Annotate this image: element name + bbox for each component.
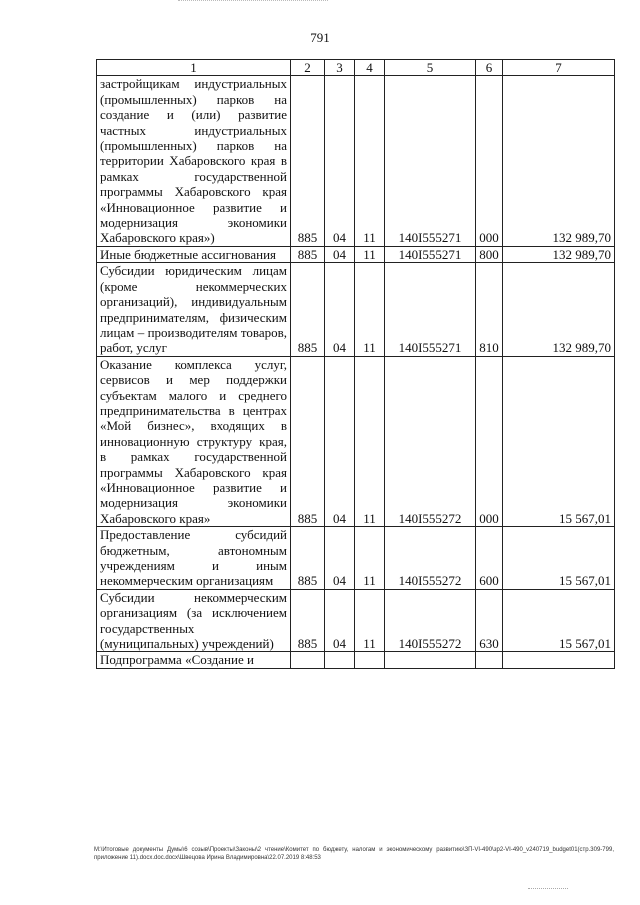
table-row <box>97 527 615 590</box>
row-section: 04 <box>325 589 355 652</box>
row-subsection: 11 <box>355 589 385 652</box>
row-amount <box>503 652 615 668</box>
row-name: Субсидии юридическим лицам (кроме некоммерческих организаций), индивидуальным предпринимателям, физическим лицам – производителям товаров, работ, услуг <box>97 263 291 356</box>
header-col-5: 5 <box>385 60 476 76</box>
table-row <box>97 263 615 356</box>
row-ministry-code: 885 <box>291 527 325 590</box>
table-header-row <box>97 60 615 76</box>
table-row <box>97 652 615 668</box>
row-expense-type: 630 <box>476 589 503 652</box>
row-expense-type: 000 <box>476 356 503 526</box>
row-expense-type <box>476 652 503 668</box>
row-amount: 15 567,01 <box>503 527 615 590</box>
row-expense-type: 810 <box>476 263 503 356</box>
footer-file-path: M:\Итоговые документы Думы\6 созыв\Проекты\Законы\2 чтение\Комитет по бюджету, налогам и экономическому развитию\ЗП-VI-490\зр2-VI-490_v240719_budget01(стр.309-799, приложение 11).docx.doc.docx\Швецова Ирина Владимировна\22.07.2019 8:48:53 <box>94 847 614 861</box>
row-target-article: 140I555271 <box>385 246 476 262</box>
row-subsection: 11 <box>355 356 385 526</box>
header-col-4: 4 <box>355 60 385 76</box>
row-name: Подпрограмма «Создание и <box>97 652 291 668</box>
row-amount: 15 567,01 <box>503 589 615 652</box>
row-section: 04 <box>325 246 355 262</box>
row-ministry-code <box>291 652 325 668</box>
budget-table <box>96 59 615 669</box>
row-expense-type: 600 <box>476 527 503 590</box>
row-target-article <box>385 652 476 668</box>
row-ministry-code: 885 <box>291 263 325 356</box>
header-col-1: 1 <box>97 60 291 76</box>
row-target-article: 140I555272 <box>385 356 476 526</box>
row-amount: 132 989,70 <box>503 76 615 246</box>
row-name: Субсидии некоммерческим организациям (за исключением государственных (муниципальных) учреждений) <box>97 589 291 652</box>
row-target-article: 140I555272 <box>385 589 476 652</box>
table-row <box>97 246 615 262</box>
row-subsection: 11 <box>355 527 385 590</box>
row-subsection: 11 <box>355 76 385 246</box>
row-subsection <box>355 652 385 668</box>
row-name: Оказание комплекса услуг, сервисов и мер поддержки субъектам малого и среднего предпринимательства в центрах «Мой бизнес», входящих в инновационную структуру края, в рамках государственной программы Хабаровского края «Инновационное развитие и модернизация экономики Хабаровского края» <box>97 356 291 526</box>
row-name: Предоставление субсидий бюджетным, автономным учреждениям и иным некоммерческим организациям <box>97 527 291 590</box>
table-row <box>97 589 615 652</box>
row-expense-type: 800 <box>476 246 503 262</box>
row-name: застройщикам индустриальных (промышленных) парков на создание и (или) развитие частных индустриальных (промышленных) парков на территории Хабаровского края в рамках государственной программы Хабаровского края «Инновационное развитие и модернизация экономики Хабаровского края») <box>97 76 291 246</box>
table-row <box>97 76 615 246</box>
row-amount: 132 989,70 <box>503 246 615 262</box>
top-scan-artifact <box>178 0 328 5</box>
row-ministry-code: 885 <box>291 76 325 246</box>
bottom-scan-artifact <box>528 888 568 893</box>
row-amount: 15 567,01 <box>503 356 615 526</box>
row-target-article: 140I555271 <box>385 76 476 246</box>
row-amount: 132 989,70 <box>503 263 615 356</box>
row-section: 04 <box>325 76 355 246</box>
header-col-7: 7 <box>503 60 615 76</box>
row-ministry-code: 885 <box>291 589 325 652</box>
row-section: 04 <box>325 356 355 526</box>
row-target-article: 140I555272 <box>385 527 476 590</box>
page-number: 791 <box>310 30 330 45</box>
table-row <box>97 356 615 526</box>
row-section: 04 <box>325 263 355 356</box>
row-section <box>325 652 355 668</box>
row-subsection: 11 <box>355 246 385 262</box>
row-ministry-code: 885 <box>291 246 325 262</box>
row-target-article: 140I555271 <box>385 263 476 356</box>
row-section: 04 <box>325 527 355 590</box>
header-col-6: 6 <box>476 60 503 76</box>
row-expense-type: 000 <box>476 76 503 246</box>
header-col-2: 2 <box>291 60 325 76</box>
row-name: Иные бюджетные ассигнования <box>97 246 291 262</box>
header-col-3: 3 <box>325 60 355 76</box>
row-ministry-code: 885 <box>291 356 325 526</box>
row-subsection: 11 <box>355 263 385 356</box>
